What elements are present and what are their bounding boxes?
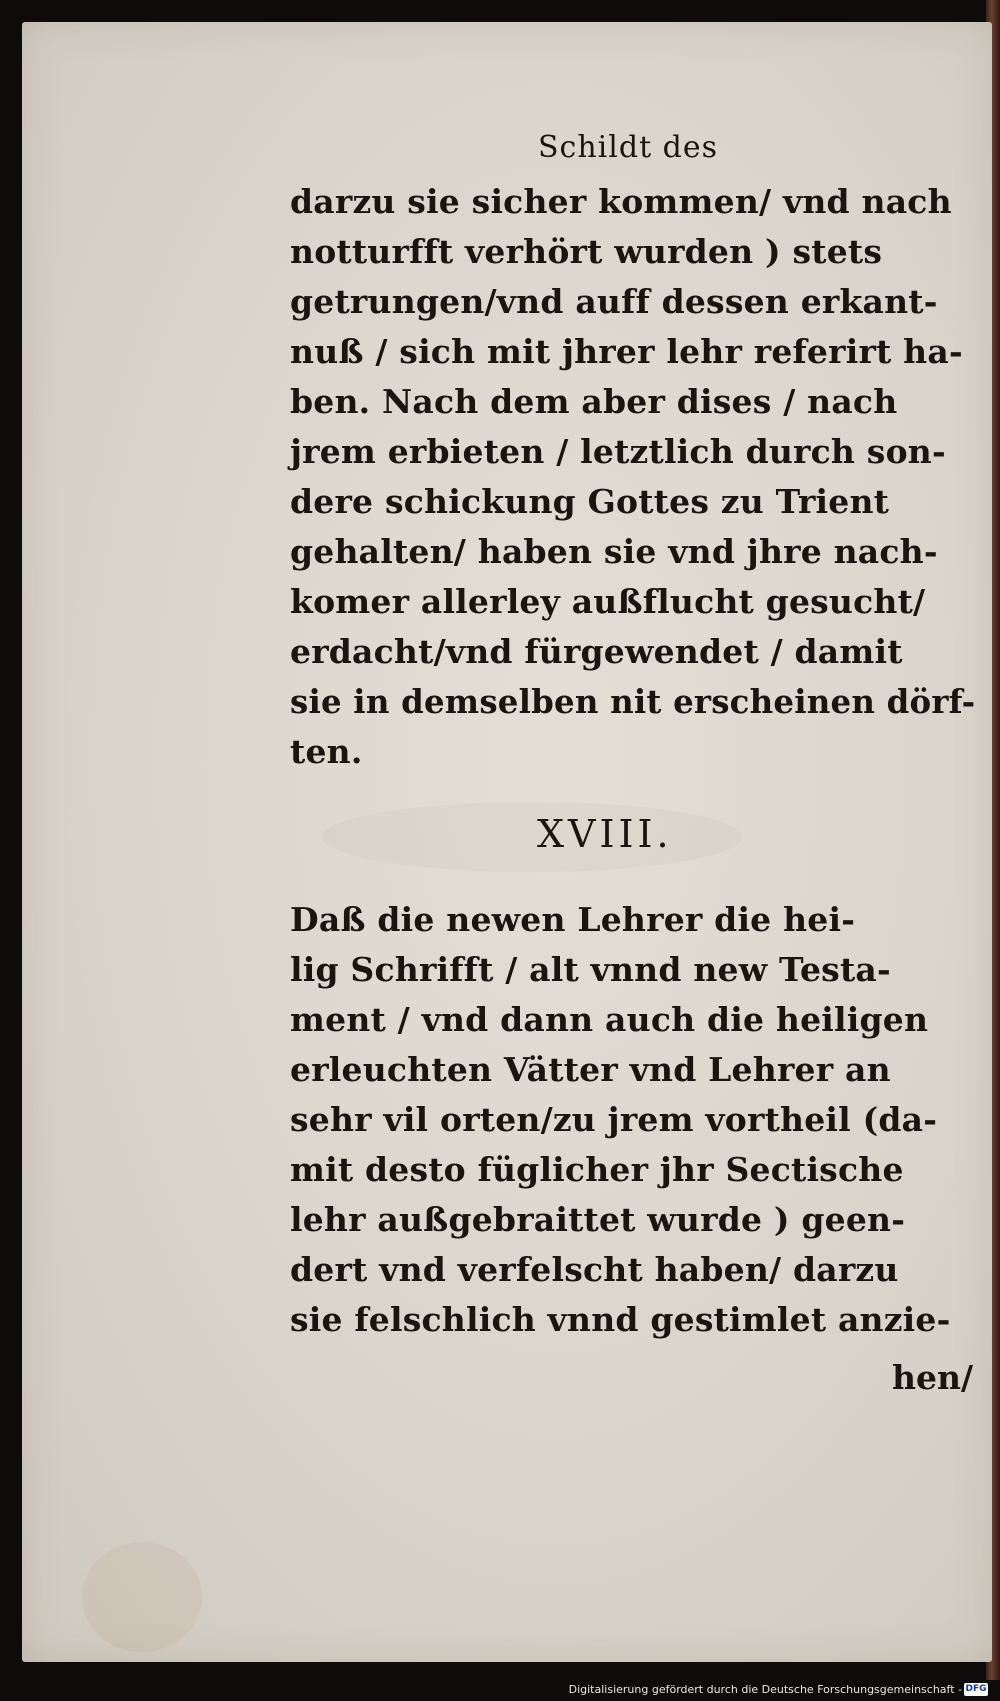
text-line: sie felschlich vnnd gestimlet anzie- (290, 1300, 951, 1339)
paper-stain (82, 1542, 202, 1652)
running-head: Schildt des (538, 130, 719, 165)
text-line: jrem erbieten / letztlich durch son- (290, 432, 946, 471)
text-line: ben. Nach dem aber dises / nach (290, 382, 898, 421)
text-line: lehr außgebraittet wurde ) geen- (290, 1200, 906, 1239)
text-line: erdacht/vnd fürgewendet / damit (290, 632, 903, 671)
text-line: erleuchten Vätter vnd Lehrer an (290, 1050, 891, 1089)
text-line: mit desto füglicher jhr Sectische (290, 1150, 904, 1189)
text-line: lig Schrifft / alt vnnd new Testa- (290, 950, 891, 989)
text-line: ment / vnd dann auch die heiligen (290, 1000, 929, 1039)
text-line: dert vnd verfelscht haben/ darzu (290, 1250, 899, 1289)
text-line: nuß / sich mit jhrer lehr referirt ha- (290, 332, 963, 371)
text-line: komer allerley außflucht gesucht/ (290, 582, 926, 621)
text-line: sehr vil orten/zu jrem vortheil (da- (290, 1100, 938, 1139)
section-number: XVIII. (537, 812, 673, 856)
text-line: getrungen/vnd auff dessen erkant- (290, 282, 938, 321)
text-line: gehalten/ haben sie vnd jhre nach- (290, 532, 938, 571)
dfg-logo-icon: DFG (965, 1684, 987, 1694)
paper-stain (322, 802, 742, 872)
catchword: hen/ (892, 1358, 974, 1397)
funding-credit: Digitalisierung gefördert durch die Deutsche Forschungsgemeinschaft - (568, 1683, 962, 1696)
text-line: sie in demselben nit erscheinen dörf- (290, 682, 976, 721)
text-line: darzu sie sicher kommen/ vnd nach (290, 182, 952, 221)
text-line: Daß die newen Lehrer die hei- (290, 900, 856, 939)
text-line: notturfft verhört wurden ) stets (290, 232, 883, 271)
text-line: dere schickung Gottes zu Trient (290, 482, 890, 521)
text-line: ten. (290, 732, 363, 771)
